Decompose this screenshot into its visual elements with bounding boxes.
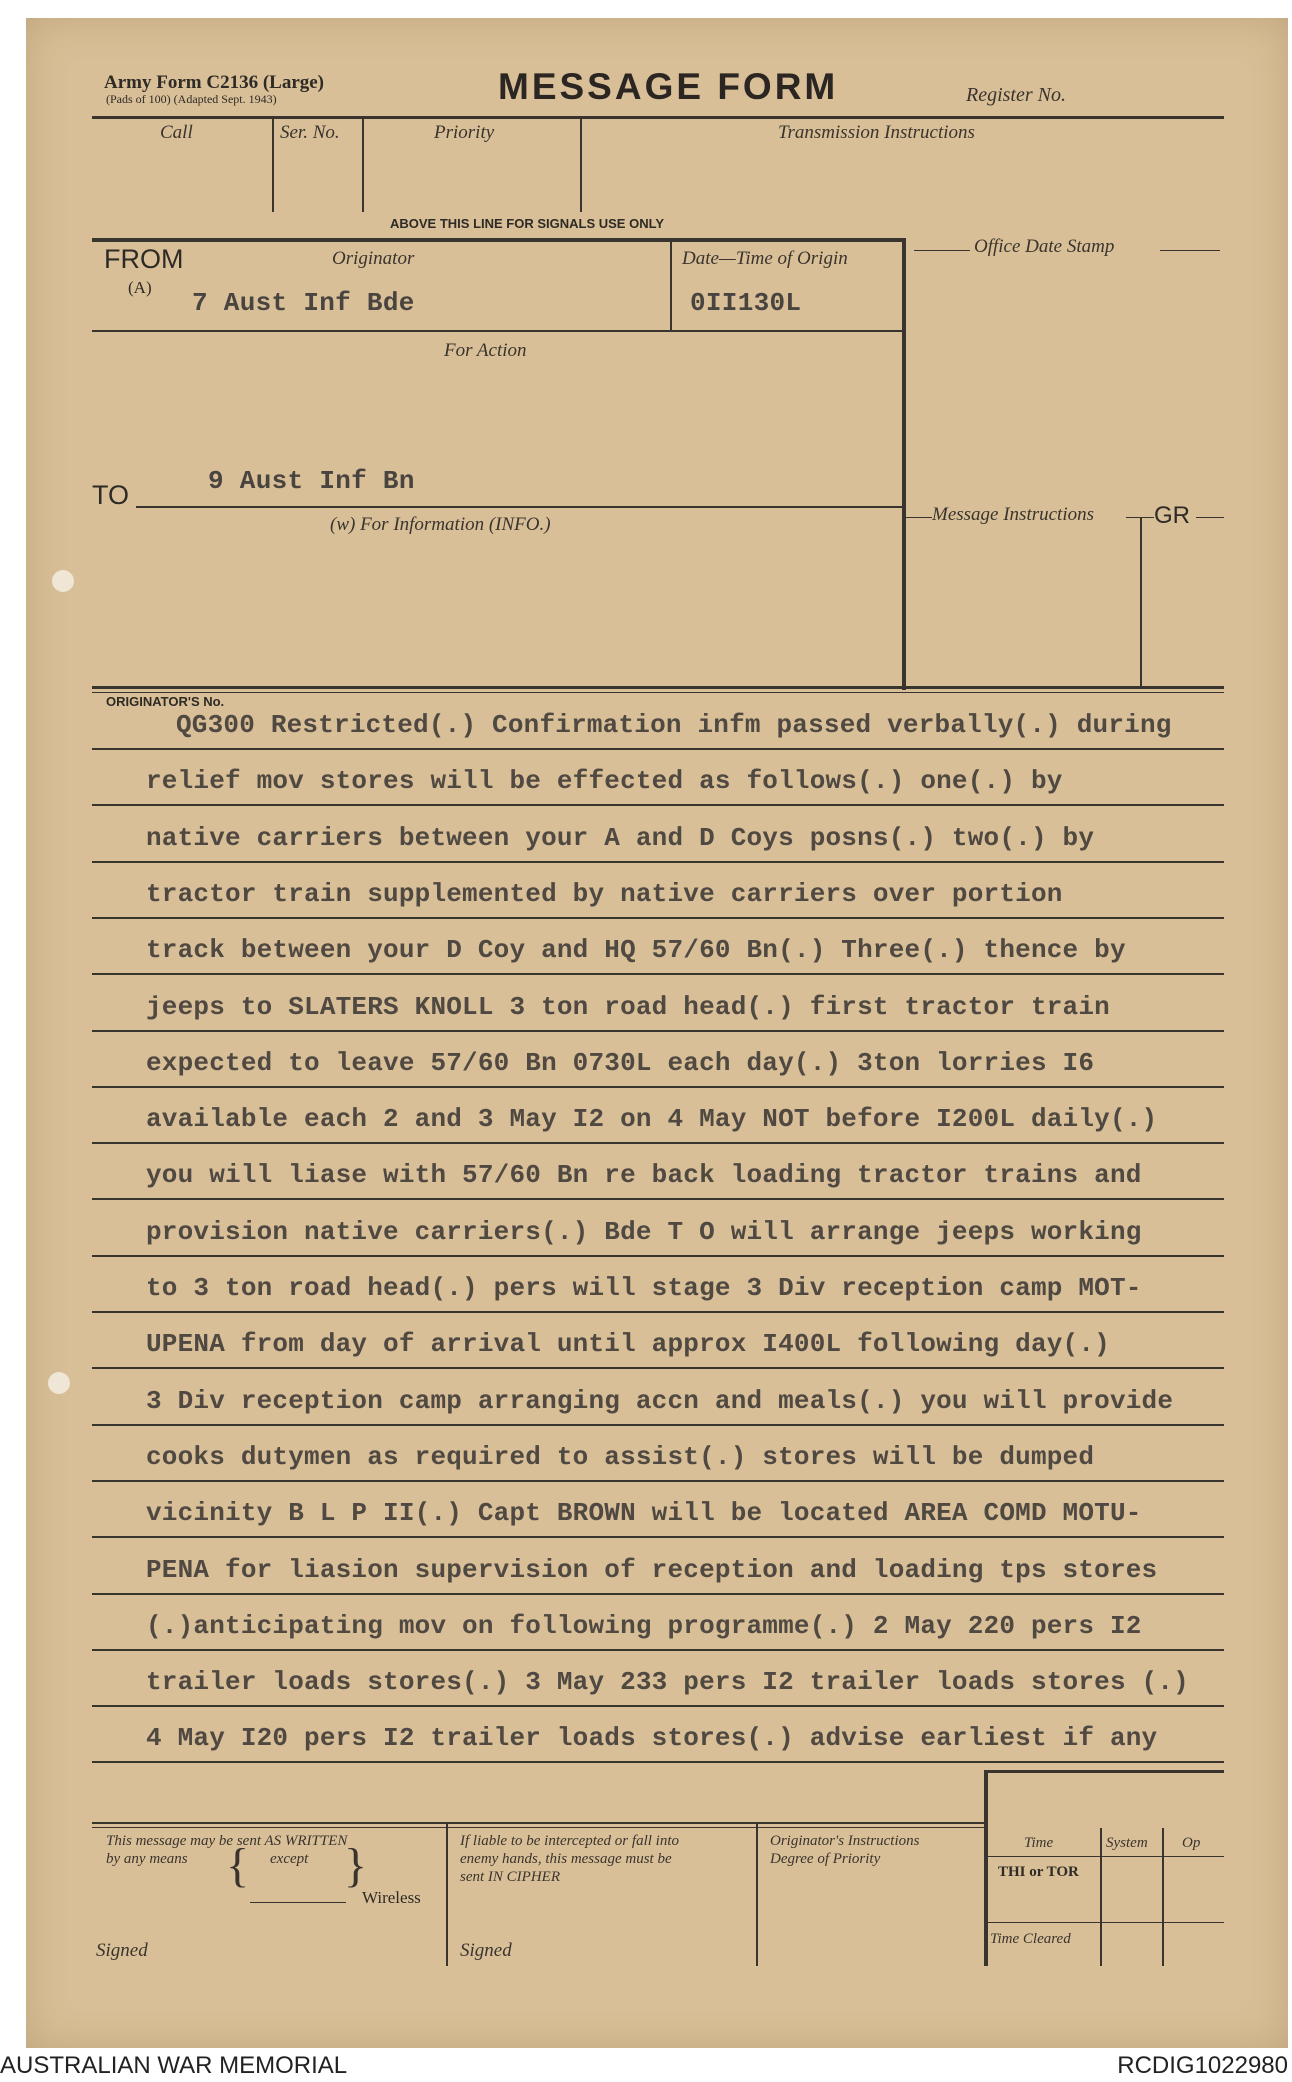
dto-label: Date—Time of Origin bbox=[682, 248, 848, 269]
originators-instructions-label: Originator's Instructions bbox=[770, 1833, 920, 1849]
time-box-header-rule bbox=[988, 1856, 1224, 1857]
archive-credit: AUSTRALIAN WAR MEMORIAL bbox=[0, 2052, 348, 2079]
punch-hole-bottom bbox=[48, 1372, 70, 1394]
time-box-divider-1 bbox=[1100, 1828, 1102, 1966]
cipher-note-3: sent IN CIPHER bbox=[460, 1869, 560, 1885]
message-line-19: 4 May I20 pers I2 trailer loads stores(.) advise earliest if any bbox=[146, 1723, 1158, 1753]
message-line-6: jeeps to SLATERS KNOLL 3 ton road head(.) first tractor train bbox=[146, 992, 1110, 1022]
to-rule bbox=[136, 506, 904, 508]
message-rule-18 bbox=[92, 1705, 1224, 1707]
signed-label-2: Signed bbox=[460, 1940, 512, 1961]
message-line-1: QG300 Restricted(.) Confirmation infm passed verbally(.) during bbox=[176, 710, 1172, 740]
message-rule-5 bbox=[92, 973, 1224, 975]
time-cleared-label: Time Cleared bbox=[990, 1931, 1071, 1947]
degree-of-priority-label: Degree of Priority bbox=[770, 1851, 881, 1867]
message-rule-3 bbox=[92, 861, 1224, 863]
to-value: 9 Aust Inf Bn bbox=[208, 466, 415, 496]
message-rule-10 bbox=[92, 1255, 1224, 1257]
time-box-mid-rule bbox=[988, 1922, 1224, 1923]
office-stamp-rule-left bbox=[914, 250, 970, 251]
message-rule-17 bbox=[92, 1649, 1224, 1651]
gr-divider bbox=[1140, 518, 1142, 686]
originator-value: 7 Aust Inf Bde bbox=[192, 288, 415, 318]
signals-divider-1 bbox=[272, 118, 274, 212]
gr-label: GR bbox=[1154, 502, 1190, 529]
message-line-4: tractor train supplemented by native carriers over portion bbox=[146, 879, 1063, 909]
to-label: TO bbox=[92, 480, 130, 510]
message-rule-9 bbox=[92, 1198, 1224, 1200]
system-label: System bbox=[1106, 1835, 1148, 1851]
message-line-12: UPENA from day of arrival until approx I400L following day(.) bbox=[146, 1329, 1110, 1359]
except-brace-left: { bbox=[226, 1839, 250, 1892]
priority-label: Priority bbox=[434, 122, 495, 143]
as-written-note-2: by any means bbox=[106, 1851, 188, 1867]
from-bottom-rule bbox=[92, 330, 904, 332]
body-top-rule-2 bbox=[92, 692, 1224, 693]
op-label: Op bbox=[1182, 1835, 1201, 1851]
bottom-section-top-rule-thick bbox=[984, 1770, 1224, 1773]
signals-divider-3 bbox=[580, 118, 582, 212]
army-form-label: Army Form C2136 (Large) bbox=[104, 72, 325, 93]
message-rule-16 bbox=[92, 1593, 1224, 1595]
except-brace-right: } bbox=[344, 1839, 368, 1892]
dto-divider bbox=[670, 240, 672, 332]
header-rule bbox=[92, 116, 1224, 119]
message-instructions-label: Message Instructions bbox=[932, 504, 1095, 525]
right-column-divider bbox=[902, 238, 906, 690]
message-rule-1 bbox=[92, 748, 1224, 750]
office-stamp-rule-right bbox=[1160, 250, 1220, 251]
ser-no-label: Ser. No. bbox=[280, 122, 340, 143]
message-rule-2 bbox=[92, 804, 1224, 806]
message-rule-13 bbox=[92, 1424, 1224, 1426]
wireless-label: Wireless bbox=[362, 1888, 421, 1907]
from-a-label: (A) bbox=[128, 278, 152, 297]
message-rule-7 bbox=[92, 1086, 1224, 1088]
message-rule-15 bbox=[92, 1536, 1224, 1538]
message-rule-11 bbox=[92, 1311, 1224, 1313]
punch-hole-top bbox=[52, 570, 74, 592]
message-line-7: expected to leave 57/60 Bn 0730L each day(.) 3ton lorries I6 bbox=[146, 1048, 1095, 1078]
message-line-9: you will liase with 57/60 Bn re back loading tractor trains and bbox=[146, 1160, 1142, 1190]
message-line-11: to 3 ton road head(.) pers will stage 3 Div reception camp MOT- bbox=[146, 1273, 1142, 1303]
message-line-16: PENA for liasion supervision of reception and loading tps stores bbox=[146, 1555, 1158, 1585]
page-title: MESSAGE FORM bbox=[498, 66, 839, 107]
message-rule-8 bbox=[92, 1142, 1224, 1144]
time-box-left-border bbox=[984, 1770, 988, 1966]
archive-id: RCDIG1022980 bbox=[1117, 2052, 1288, 2079]
message-line-13: 3 Div reception camp arranging accn and meals(.) you will provide bbox=[146, 1386, 1174, 1416]
register-no-label: Register No. bbox=[966, 84, 1066, 106]
message-rule-12 bbox=[92, 1367, 1224, 1369]
office-date-stamp-label: Office Date Stamp bbox=[974, 236, 1115, 257]
message-line-10: provision native carriers(.) Bde T O will arrange jeeps working bbox=[146, 1217, 1142, 1247]
for-action-label: For Action bbox=[444, 340, 527, 361]
originator-label: Originator bbox=[332, 248, 415, 269]
cipher-note-1: If liable to be intercepted or fall into bbox=[460, 1833, 679, 1849]
bottom-section-top-rule-2 bbox=[92, 1827, 988, 1828]
from-top-rule bbox=[92, 238, 906, 242]
time-box-divider-2 bbox=[1162, 1828, 1164, 1966]
message-rule-19 bbox=[92, 1761, 1224, 1763]
message-line-17: (.)anticipating mov on following programme(.) 2 May 220 pers I2 bbox=[146, 1611, 1142, 1641]
except-label: except bbox=[270, 1851, 309, 1867]
message-line-2: relief mov stores will be effected as follows(.) one(.) by bbox=[146, 766, 1063, 796]
message-rule-4 bbox=[92, 917, 1224, 919]
pads-label: (Pads of 100) (Adapted Sept. 1943) bbox=[106, 92, 277, 106]
message-line-14: cooks dutymen as required to assist(.) stores will be dumped bbox=[146, 1442, 1095, 1472]
call-label: Call bbox=[160, 122, 193, 143]
message-line-5: track between your D Coy and HQ 57/60 Bn(.) Three(.) thence by bbox=[146, 935, 1126, 965]
from-label: FROM bbox=[104, 244, 184, 274]
as-written-note-1: This message may be sent AS WRITTEN bbox=[106, 1833, 348, 1849]
transmission-instructions-label: Transmission Instructions bbox=[778, 122, 975, 143]
thi-tor-label: THI or TOR bbox=[998, 1864, 1079, 1880]
message-rule-6 bbox=[92, 1030, 1224, 1032]
message-line-8: available each 2 and 3 May I2 on 4 May NOT before I200L daily(.) bbox=[146, 1104, 1158, 1134]
body-top-rule bbox=[92, 686, 1224, 689]
signals-divider-2 bbox=[362, 118, 364, 212]
msg-instr-rule-left bbox=[906, 517, 932, 518]
for-information-label: (w) For Information (INFO.) bbox=[330, 514, 551, 535]
bottom-divider-2 bbox=[756, 1824, 758, 1966]
message-line-15: vicinity B L P II(.) Capt BROWN will be located AREA COMD MOTU- bbox=[146, 1498, 1142, 1528]
signals-use-only-label: ABOVE THIS LINE FOR SIGNALS USE ONLY bbox=[390, 216, 664, 231]
bottom-section-top-rule bbox=[92, 1822, 988, 1824]
originators-no-label: ORIGINATOR'S No. bbox=[106, 694, 225, 709]
signed-label-1: Signed bbox=[96, 1940, 148, 1961]
time-label: Time bbox=[1024, 1835, 1054, 1851]
msg-instr-rule-right bbox=[1196, 517, 1224, 518]
cipher-note-2: enemy hands, this message must be bbox=[460, 1851, 672, 1867]
message-line-18: trailer loads stores(.) 3 May 233 pers I2 trailer loads stores (.) bbox=[146, 1667, 1189, 1697]
message-rule-14 bbox=[92, 1480, 1224, 1482]
except-rule bbox=[250, 1902, 346, 1903]
message-line-3: native carriers between your A and D Coys posns(.) two(.) by bbox=[146, 823, 1095, 853]
dto-value: 0II130L bbox=[690, 288, 802, 318]
bottom-divider-1 bbox=[446, 1824, 448, 1966]
